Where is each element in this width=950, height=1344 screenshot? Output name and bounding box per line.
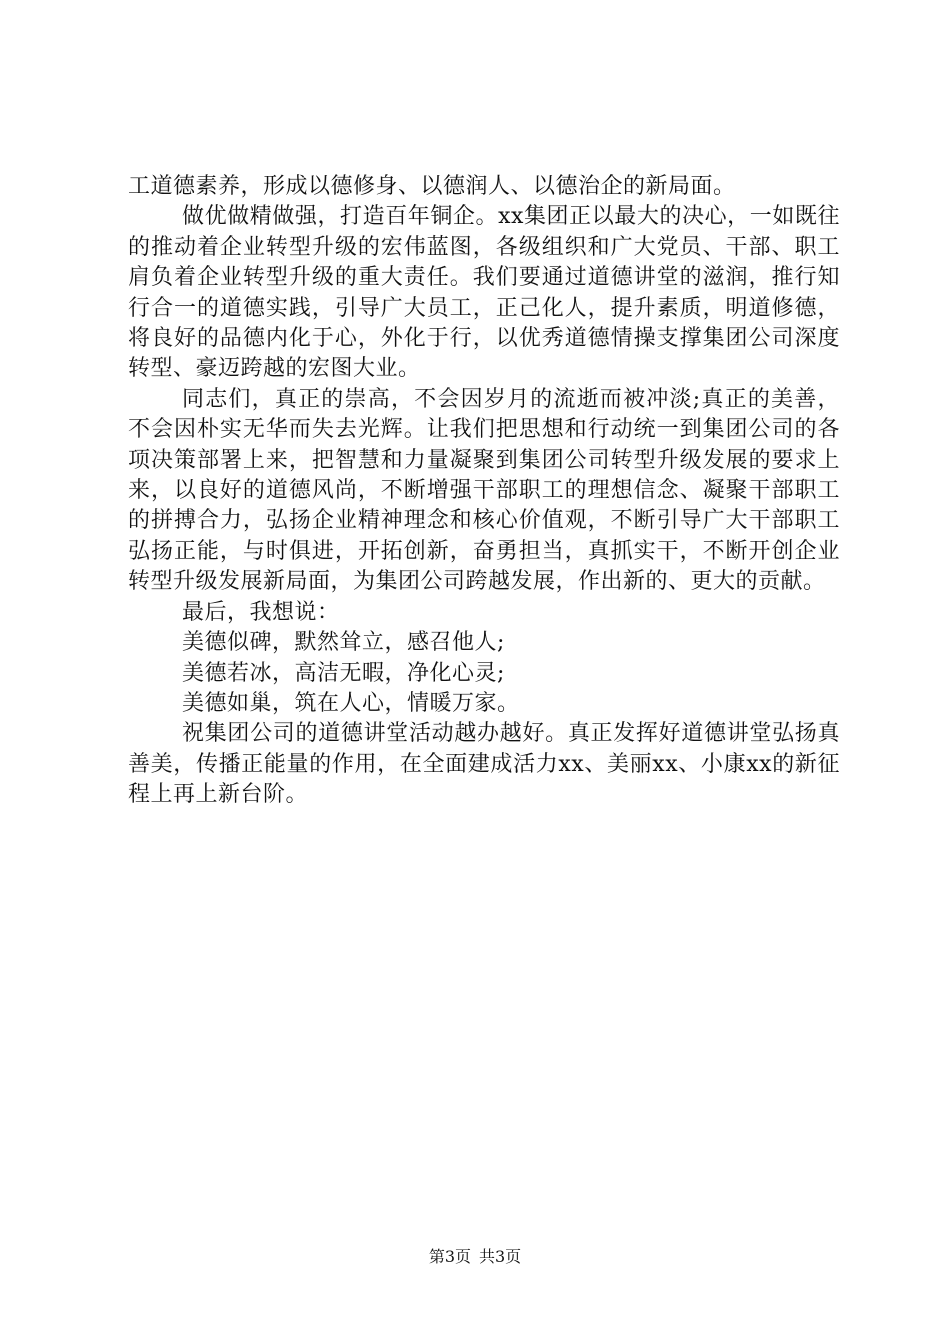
verse-line: 美德如巢，筑在人心，情暖万家。 (182, 690, 520, 716)
paragraph: 祝集团公司的道德讲堂活动越办越好。真正发挥好道德讲堂弘扬真善美，传播正能量的作用，在全面建成活力xx、美丽xx、小康xx的新征程上再上新台阶。 (128, 721, 840, 808)
paragraph: 最后，我想说： (182, 599, 340, 625)
verse-line: 美德似碑，默然耸立，感召他人; (182, 630, 505, 656)
page-number: 第3页 (428, 1247, 471, 1266)
verse-line: 美德若冰，高洁无暇，净化心灵; (182, 660, 505, 686)
page-total: 共3页 (479, 1247, 522, 1266)
paragraph: 同志们，真正的崇高，不会因岁月的流逝而被冲淡;真正的美善，不会因朴实无华而失去光辉。让我们把思想和行动统一到集团公司的各项决策部署上来，把智慧和力量凝聚到集团公司转型升级发展的要求上来，以良好的道德风尚，不断增强干部职工的理想信念、凝聚干部职工的拼搏合力，弘扬企业精神理念和核心价值观，不断引导广大干部职工弘扬正能，与时俱进，开拓创新，奋勇担当，真抓实干，不断开创企业转型升级发展新局面，为集团公司跨越发展，作出新的、更大的贡献。 (128, 386, 840, 595)
page-footer (0, 1244, 950, 1267)
paragraph: 工道德素养，形成以德修身、以德润人、以德治企的新局面。 (128, 174, 736, 199)
document-body (128, 172, 840, 811)
paragraph: 做优做精做强，打造百年铜企。xx集团正以最大的决心，一如既往的推动着企业转型升级的宏伟蓝图，各级组织和广大党员、干部、职工肩负着企业转型升级的重大责任。我们要通过道德讲堂的滋润，推行知行合一的道德实践，引导广大员工，正己化人，提升素质，明道修德，将良好的品德内化于心，外化于行，以优秀道德情操支撑集团公司深度转型、豪迈跨越的宏图大业。 (128, 204, 840, 382)
